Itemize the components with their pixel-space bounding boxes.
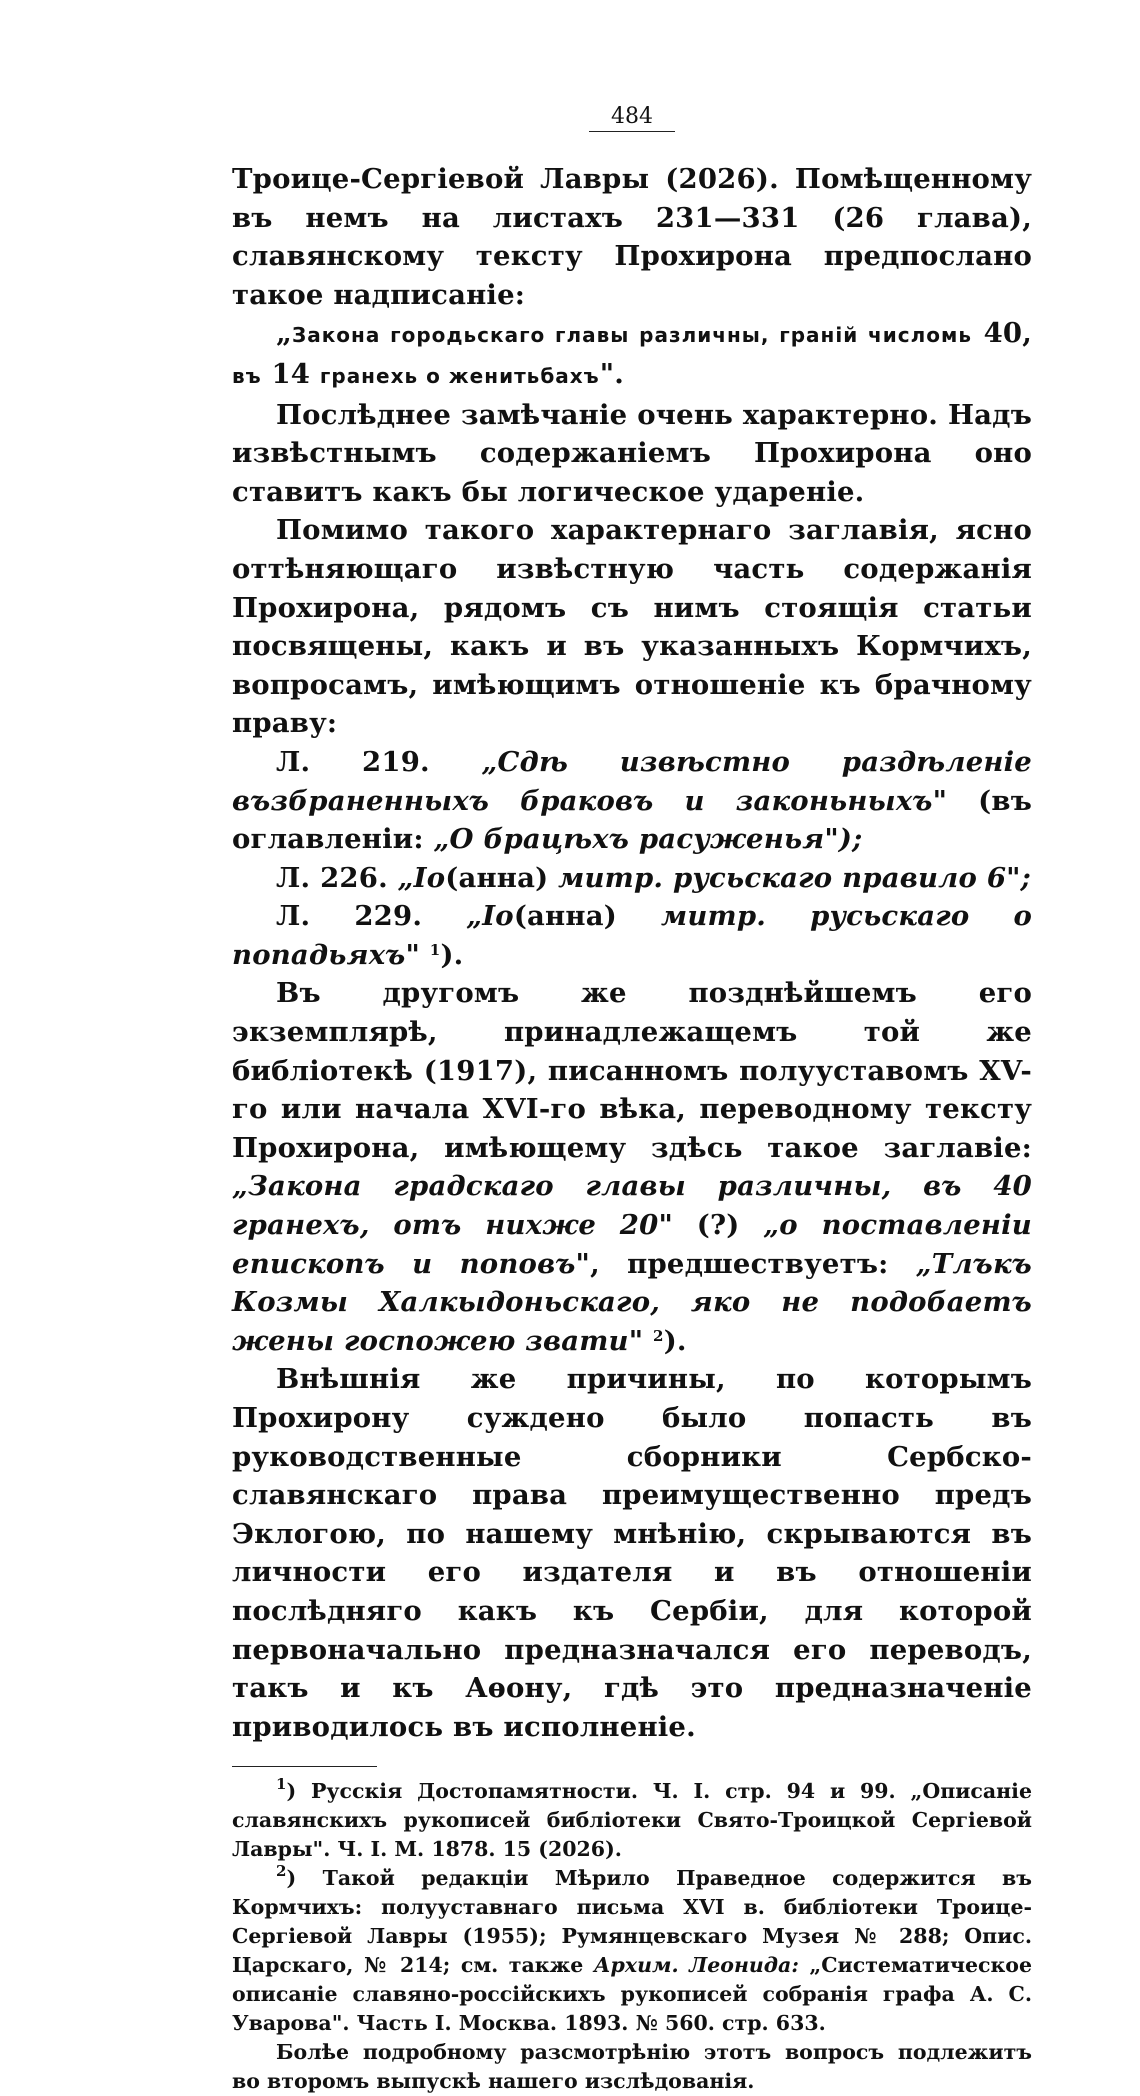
intro-paragraph: Троице-Сергіевой Лавры (2026). Помѣщенному въ немъ на листахъ 231—331 (26 глава), славянскому тексту Прохирона предпослано такое надписаніе: <box>232 163 1032 311</box>
book-page <box>232 104 1032 2096</box>
footnote-3: Болѣе подробному разсмотрѣнію этотъ вопросъ подлежитъ во второмъ выпускѣ нашего изслѣдованія. <box>232 2040 1032 2094</box>
entry-229: Л. 229. „Іо(анна) митр. русьскаго о попадьяхъ" $^1$). <box>232 900 1033 971</box>
main-text <box>232 160 1032 1746</box>
page-number: 484 <box>232 104 1032 132</box>
footnote-2: $^2$) Такой редакціи Мѣрило Праведное содержится въ Кормчихъ: полууставнаго письма XVI в. библіотеки Троице-Сергіевой Лавры (1955); Румянцевскаго Музея № 288; Опис. Царскаго, № 214; см. также Архим. Леонида: „Систематическое описаніе славяно-россійскихъ рукописей собранія графа А. С. Уварова". Часть I. Москва. 1893. № 560. стр. 633. <box>232 1862 1032 2036</box>
footnote-1: $^1$) Русскія Достопамятности. Ч. I. стр. 94 и 99. „Описаніе славянскихъ рукописей библіотеки Свято-Троицкой Сергіевой Лавры". Ч. I. М. 1878. 15 (2026). <box>232 1775 1032 1862</box>
besides-paragraph: Помимо такого характернаго заглавія, ясно оттѣняющаго извѣстную часть содержанія Прохирона, рядомъ съ нимъ стоящія статьи посвящены, какъ и въ указанныхъ Кормчихъ, вопросамъ, имѣющимъ отношеніе къ брачному праву: <box>232 514 1032 740</box>
footnote-divider <box>232 1766 377 1767</box>
entry-219: Л. 219. „Сдѣ извѣстно раздѣленіе възбраненныхъ браковъ и законьныхъ" (въ оглавленіи: „О брацѣхъ расуженья"); <box>232 745 1032 856</box>
external-reasons-paragraph: Внѣшнія же причины, по которымъ Прохирону суждено было попасть въ руководственные сборники Сербско-славянскаго права преимущественно предъ Эклогою, по нашему мнѣнію, скрываются въ личности его издателя и въ отношеніи послѣдняго какъ къ Сербіи, для которой первоначально предназначался его переводъ, такъ и къ Аѳону, гдѣ это предназначеніе приводилось въ исполненіе. <box>232 1363 1032 1743</box>
entry-226: Л. 226. „Іо(анна) митр. русьскаго правило 6"; <box>276 861 1032 894</box>
footnote-ref-2[interactable]: 2 <box>653 1326 664 1345</box>
church-slavonic-inscription: „Закона городьскаго главы различны, граній числомь 40, въ 14 гранехь о женитьбахъ". <box>232 317 1033 390</box>
other-copy-paragraph: Въ другомъ же позднѣйшемъ его экземплярѣ, принадлежащемъ той же библіотекѣ (1917), писанномъ полууставомъ XV-го или начала XVI-го вѣка, переводному тексту Прохирона, имѣющему здѣсь такое заглавіе: „Закона градскаго главы различны, въ 40 гранехъ, отъ нихже 20" (?) „о поставленіи епископъ и поповъ", предшествуетъ: „Тлъкъ Козмы Халкыдоньскаго, яко не подобаетъ жены госпожею звати" $^2$). <box>232 977 1032 1357</box>
remark-paragraph: Послѣднее замѣчаніе очень характерно. Надъ извѣстнымъ содержаніемъ Прохирона оно ставитъ какъ бы логическое удареніе. <box>232 398 1032 508</box>
footnotes <box>232 1777 1032 2096</box>
footnote-ref-1[interactable]: 1 <box>429 940 441 959</box>
